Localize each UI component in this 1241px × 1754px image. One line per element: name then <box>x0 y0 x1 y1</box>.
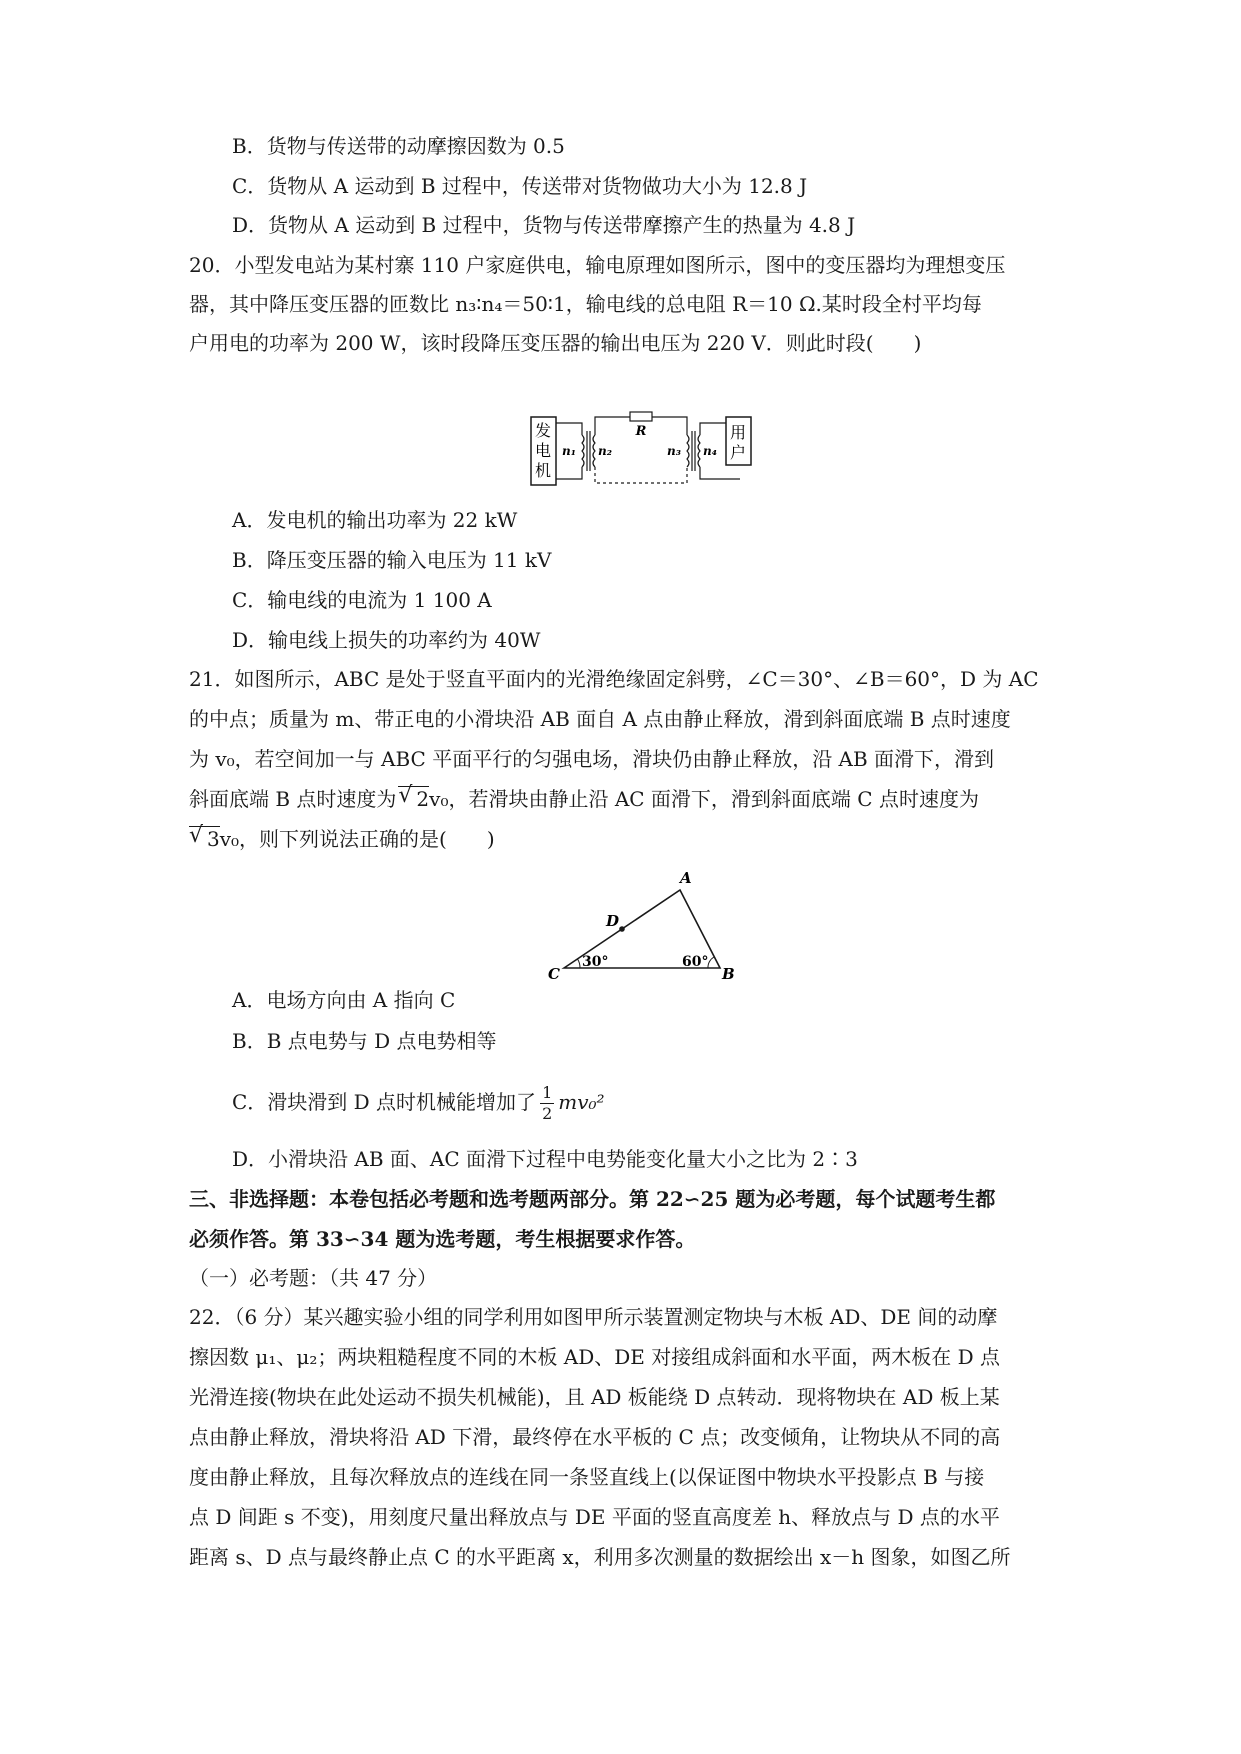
user-label-2: 户 <box>729 443 747 462</box>
q21-option-c-expr: mv₀² <box>558 1090 605 1114</box>
q19-option-d: D．货物从 A 运动到 B 过程中，货物与传送带摩擦产生的热量为 4.8 J <box>232 213 856 237</box>
q20-option-c: C．输电线的电流为 1 100 A <box>232 588 492 612</box>
label-n1: n₁ <box>562 444 576 458</box>
q21-stem-line4 <box>189 785 1141 813</box>
q22-stem-line5: 度由静止释放，且每次释放点的连线在同一条竖直线上(以保证图中物块水平投影点 B 与接 <box>189 1465 985 1489</box>
sqrt-3: √ 3 <box>189 826 220 851</box>
q21-option-a: A．电场方向由 A 指向 C <box>232 988 456 1012</box>
q20-option-d: D．输电线上损失的功率约为 40W <box>232 628 541 652</box>
q21-stem-line5 <box>189 825 1141 853</box>
q20-circuit-figure <box>528 403 768 493</box>
q22-stem-line2: 擦因数 μ₁、μ₂；两块粗糙程度不同的木板 AD、DE 对接组成斜面和水平面，两木板在 D 点 <box>189 1345 1000 1369</box>
label-c: C <box>548 965 560 983</box>
q20-stem-line3: 户用电的功率为 200 W，该时段降压变压器的输出电压为 220 V．则此时段( ) <box>189 331 922 355</box>
generator-label-2: 电 <box>534 441 552 460</box>
coil-n1 <box>582 435 584 467</box>
coil-n2 <box>593 435 595 467</box>
q21-option-b: B．B 点电势与 D 点电势相等 <box>232 1029 497 1053</box>
user-label-1: 用 <box>729 423 747 442</box>
q20-option-b: B．降压变压器的输入电压为 11 kV <box>232 548 552 572</box>
label-angle-b: 60° <box>682 954 709 970</box>
label-n2: n₂ <box>598 444 612 458</box>
label-n3: n₃ <box>667 444 681 458</box>
q21-option-c-text: C．滑块滑到 D 点时机械能增加了 <box>232 1090 537 1114</box>
q21-line4-text-b: v₀，若滑块由静止沿 AC 面滑下，滑到斜面底端 C 点时速度为 <box>429 787 979 811</box>
fraction-numerator: 1 <box>542 1083 553 1102</box>
q21-line5-text-b: v₀，则下列说法正确的是( ) <box>219 827 495 851</box>
q21-option-d: D．小滑块沿 AB 面、AC 面滑下过程中电势能变化量大小之比为 2∶3 <box>232 1147 858 1171</box>
q22-stem-line4: 点由静止释放，滑块将沿 AD 下滑，最终停在水平板的 C 点；改变倾角，让物块从不同的高 <box>189 1425 1001 1449</box>
coil-n3 <box>687 435 689 467</box>
q19-option-c: C．货物从 A 运动到 B 过程中，传送带对货物做功大小为 12.8 J <box>232 174 808 198</box>
q21-stem-line1: 21．如图所示，ABC 是处于竖直平面内的光滑绝缘固定斜劈，∠C＝30°、∠B＝60°，D 为 AC <box>189 667 1039 691</box>
label-n4: n₄ <box>703 444 717 458</box>
point-d <box>619 926 625 932</box>
q20-stem-line2: 器，其中降压变压器的匝数比 n₃∶n₄＝50∶1，输电线的总电阻 R＝10 Ω.某时段全村平均每 <box>189 292 982 316</box>
generator-label-3: 机 <box>534 461 552 480</box>
q20-option-a: A．发电机的输出功率为 22 kW <box>232 508 518 532</box>
q21-option-c <box>232 1074 1141 1130</box>
label-a: A <box>680 869 692 887</box>
label-b: B <box>722 965 735 983</box>
fraction-denominator: 2 <box>542 1104 553 1123</box>
generator-label-1: 发 <box>534 421 552 440</box>
q21-stem-line3: 为 v₀，若空间加一与 ABC 平面平行的匀强电场，滑块仍由静止释放，沿 AB 面滑下，滑到 <box>189 747 995 771</box>
q21-line4-text-a: 斜面底端 B 点时速度为 <box>189 787 397 811</box>
label-d: D <box>606 912 620 930</box>
q22-stem-line1: 22．（6 分）某兴趣实验小组的同学利用如图甲所示装置测定物块与木板 AD、DE 间的动摩 <box>189 1305 998 1329</box>
section3-heading-line2: 必须作答。第 33∽34 题为选考题，考生根据要求作答。 <box>189 1227 696 1251</box>
resistor-r <box>630 412 652 421</box>
sqrt-2: √ 2 <box>398 786 429 811</box>
coil-n4 <box>698 435 700 467</box>
q21-triangle-figure <box>540 868 740 983</box>
q22-stem-line3: 光滑连接(物块在此处运动不损失机械能)，且 AD 板能绕 D 点转动．现将物块在 AD 板上某 <box>189 1385 1000 1409</box>
section3-heading-line1: 三、非选择题：本卷包括必考题和选考题两部分。第 22∽25 题为必考题，每个试题考生都 <box>189 1187 996 1211</box>
label-r: R <box>635 424 647 439</box>
section3-subheading: （一）必考题：（共 47 分） <box>189 1266 438 1290</box>
label-angle-c: 30° <box>582 954 609 970</box>
fraction-half <box>540 1083 554 1124</box>
q21-stem-line2: 的中点；质量为 m、带正电的小滑块沿 AB 面自 A 点由静止释放，滑到斜面底端 B 点时速度 <box>189 707 1011 731</box>
q22-stem-line7: 距离 s、D 点与最终静止点 C 的水平距离 x，利用多次测量的数据绘出 x－h 图象，如图乙所 <box>189 1545 1011 1569</box>
q22-stem-line6: 点 D 间距 s 不变)，用刻度尺量出释放点与 DE 平面的竖直高度差 h、释放点与 D 点的水平 <box>189 1505 1000 1529</box>
q19-option-b: B．货物与传送带的动摩擦因数为 0.5 <box>232 134 565 158</box>
q20-stem-line1: 20．小型发电站为某村寨 110 户家庭供电，输电原理如图所示，图中的变压器均为理想变压 <box>189 253 1006 277</box>
